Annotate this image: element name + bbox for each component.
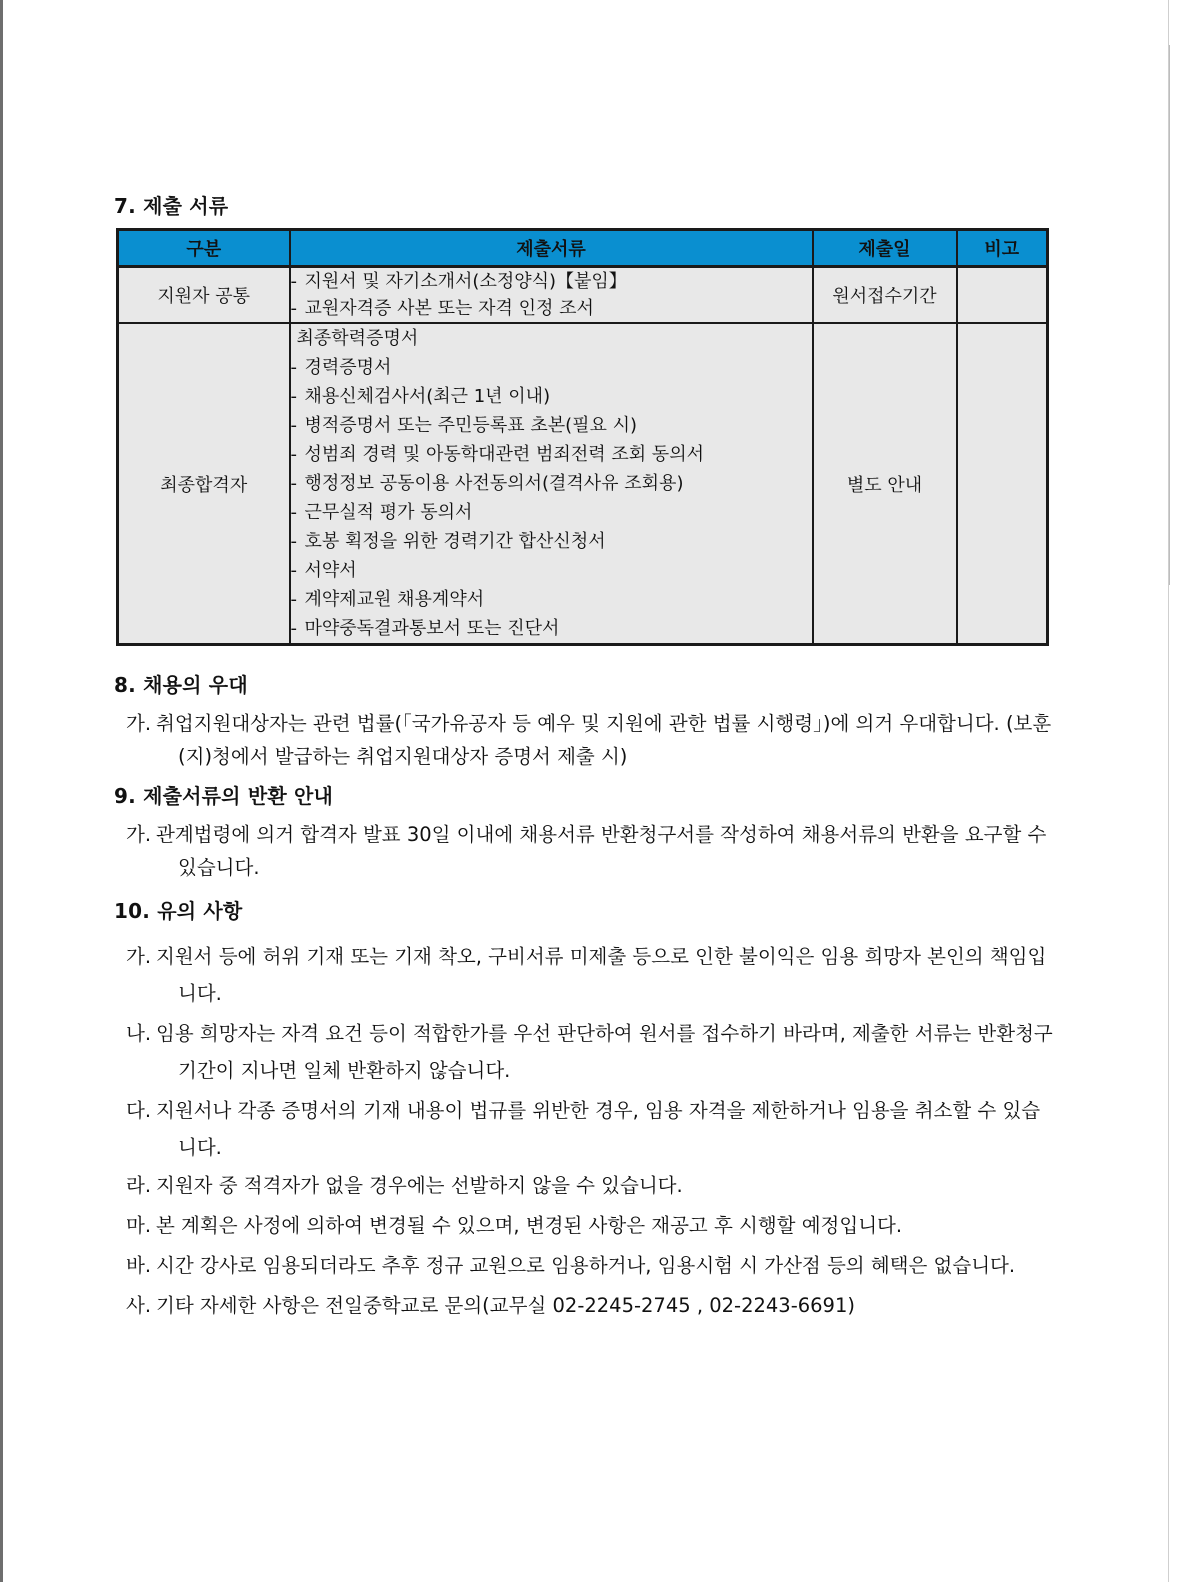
document-item bbox=[291, 411, 812, 440]
list-item bbox=[126, 938, 1058, 1012]
dash-marker: - bbox=[290, 357, 297, 378]
dash-marker: - bbox=[290, 589, 297, 610]
item-label: 가. bbox=[126, 712, 152, 735]
table-header-row bbox=[118, 230, 1048, 267]
section-9-heading: 9. 제출서류의 반환 안내 bbox=[114, 784, 334, 808]
item-text: 시간 강사로 임용되더라도 추후 정규 교원으로 임용하거나, 임용시험 시 가산점 등의 혜택은 없습니다. bbox=[156, 1254, 1016, 1277]
item-text: 취업지원대상자는 관련 법률(「국가유공자 등 예우 및 지원에 관한 법률 시행령」)에 의거 우대합니다. (보훈(지)청에서 발급하는 취업지원대상자 증명서 제출 시) bbox=[156, 712, 1052, 768]
document-label: 병적증명서 또는 주민등록표 초본(필요 시) bbox=[304, 415, 638, 436]
header-date: 제출일 bbox=[813, 230, 957, 267]
list-item bbox=[126, 1289, 1058, 1322]
item-label: 바. bbox=[126, 1254, 152, 1277]
section-10-heading: 10. 유의 사항 bbox=[114, 899, 243, 923]
dash-marker: - bbox=[290, 444, 297, 465]
document-item bbox=[291, 268, 812, 295]
document-label: 행정정보 공동이용 사전동의서(결격사유 조회용) bbox=[304, 473, 684, 494]
row-note bbox=[957, 267, 1048, 324]
item-label: 가. bbox=[126, 823, 152, 846]
list-item bbox=[126, 1169, 1058, 1202]
item-text: 기타 자세한 사항은 전일중학교로 문의(교무실 02-2245-2745 , 02-2243-6691) bbox=[156, 1294, 855, 1317]
document-item bbox=[291, 469, 812, 498]
row-documents bbox=[290, 267, 813, 324]
table-row bbox=[118, 267, 1048, 324]
document-label: 최종학력증명서 bbox=[296, 328, 419, 349]
item-text: 관계법령에 의거 합격자 발표 30일 이내에 채용서류 반환청구서를 작성하여 채용서류의 반환을 요구할 수 있습니다. bbox=[156, 823, 1047, 879]
item-text: 본 계획은 사정에 의하여 변경될 수 있으며, 변경된 사항은 재공고 후 시행할 예정입니다. bbox=[156, 1214, 903, 1237]
row-category: 지원자 공통 bbox=[118, 267, 290, 324]
list-item bbox=[126, 818, 1058, 884]
item-text: 지원서 등에 허위 기재 또는 기재 착오, 구비서류 미제출 등으로 인한 불이익은 임용 희망자 본인의 책임입니다. bbox=[156, 945, 1047, 1005]
item-label: 마. bbox=[126, 1214, 152, 1237]
dash-marker: - bbox=[290, 415, 297, 436]
list-item bbox=[126, 707, 1058, 773]
list-item bbox=[126, 1015, 1058, 1089]
document-label: 성범죄 경력 및 아동학대관련 범죄전력 조회 동의서 bbox=[304, 444, 704, 465]
item-label: 다. bbox=[126, 1099, 152, 1122]
list-item bbox=[126, 1249, 1058, 1282]
item-text: 임용 희망자는 자격 요건 등이 적합한가를 우선 판단하여 원서를 접수하기 바라며, 제출한 서류는 반환청구기간이 지나면 일체 반환하지 않습니다. bbox=[156, 1022, 1053, 1082]
document-item bbox=[291, 353, 812, 382]
section-8-heading: 8. 채용의 우대 bbox=[114, 673, 248, 697]
document-label: 근무실적 평가 동의서 bbox=[304, 502, 473, 523]
document-label: 경력증명서 bbox=[304, 357, 392, 378]
dash-marker: - bbox=[290, 473, 297, 494]
item-text: 지원자 중 적격자가 없을 경우에는 선발하지 않을 수 있습니다. bbox=[156, 1174, 683, 1197]
row-documents bbox=[290, 323, 813, 645]
item-label: 가. bbox=[126, 945, 152, 968]
list-item bbox=[126, 1092, 1058, 1166]
document-item bbox=[291, 295, 812, 322]
section-7-heading: 7. 제출 서류 bbox=[114, 194, 229, 218]
document-item bbox=[291, 556, 812, 585]
header-note: 비고 bbox=[957, 230, 1048, 267]
document-label: 서약서 bbox=[304, 560, 357, 581]
row-date: 별도 안내 bbox=[813, 323, 957, 645]
document-item bbox=[291, 440, 812, 469]
header-category: 구분 bbox=[118, 230, 290, 267]
row-date: 원서접수기간 bbox=[813, 267, 957, 324]
dash-marker: - bbox=[290, 618, 297, 639]
row-category: 최종합격자 bbox=[118, 323, 290, 645]
item-label: 나. bbox=[126, 1022, 152, 1045]
document-item bbox=[291, 614, 812, 643]
page-right-edge bbox=[1168, 0, 1179, 1582]
document-label: 계약제교원 채용계약서 bbox=[304, 589, 485, 610]
document-item bbox=[291, 324, 812, 353]
document-item bbox=[291, 585, 812, 614]
document-item bbox=[291, 382, 812, 411]
table-row bbox=[118, 323, 1048, 645]
dash-marker: - bbox=[290, 502, 297, 523]
document-label: 호봉 획정을 위한 경력기간 합산신청서 bbox=[304, 531, 606, 552]
item-text: 지원서나 각종 증명서의 기재 내용이 법규를 위반한 경우, 임용 자격을 제한하거나 임용을 취소할 수 있습니다. bbox=[156, 1099, 1041, 1159]
document-item bbox=[291, 498, 812, 527]
item-label: 라. bbox=[126, 1174, 152, 1197]
dash-marker: - bbox=[290, 298, 297, 319]
document-label: 지원서 및 자기소개서(소정양식)【붙임】 bbox=[304, 271, 627, 292]
row-note bbox=[957, 323, 1048, 645]
document-label: 채용신체검사서(최근 1년 이내) bbox=[304, 386, 551, 407]
submission-documents-table bbox=[116, 228, 1049, 646]
document-label: 마약중독결과통보서 또는 진단서 bbox=[304, 618, 560, 639]
dash-marker: - bbox=[290, 531, 297, 552]
document-item bbox=[291, 527, 812, 556]
document-label: 교원자격증 사본 또는 자격 인정 조서 bbox=[304, 298, 594, 319]
list-item bbox=[126, 1209, 1058, 1242]
page-edge-shadow bbox=[1169, 45, 1179, 585]
item-label: 사. bbox=[126, 1294, 152, 1317]
dash-marker: - bbox=[290, 271, 297, 292]
dash-marker: - bbox=[290, 386, 297, 407]
dash-marker: - bbox=[290, 560, 297, 581]
header-documents: 제출서류 bbox=[290, 230, 813, 267]
